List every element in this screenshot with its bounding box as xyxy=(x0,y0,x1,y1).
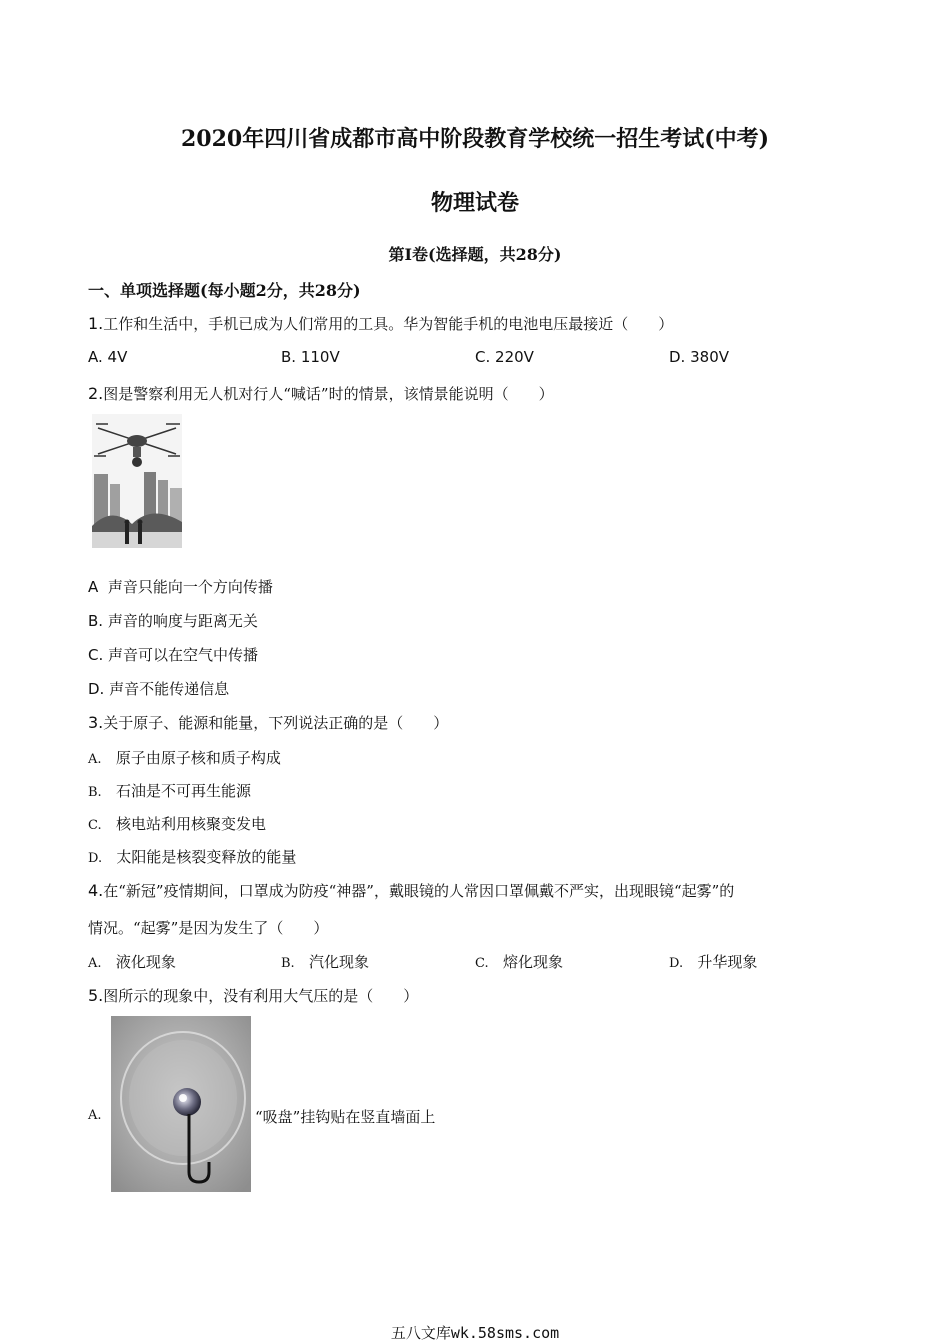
question-1 xyxy=(88,313,673,334)
drone-illustration xyxy=(92,414,182,548)
q1-option-b: B. 110V xyxy=(281,348,340,366)
question-text: 工作和生活中，手机已成为人们常用的工具。华为智能手机的电池电压最接近（ ） xyxy=(103,315,674,333)
question-text: 关于原子、能源和能量，下列说法正确的是（ ） xyxy=(103,714,449,732)
section-heading: 一、单项选择题(每小题2分，共28分) xyxy=(88,281,361,300)
q1-option-a: A. 4V xyxy=(88,348,128,366)
question-number: 1. xyxy=(88,314,104,333)
q3-option-a: A. 原子由原子核和质子构成 xyxy=(88,749,281,767)
q2-option-a: A 声音只能向一个方向传播 xyxy=(88,578,273,596)
q4-option-b: B. 汽化现象 xyxy=(281,953,370,971)
suction-cup-photo xyxy=(111,1016,251,1192)
q5-option-a-letter: A. xyxy=(88,1108,102,1123)
question-5 xyxy=(88,985,418,1006)
question-text: 图所示的现象中，没有利用大气压的是（ ） xyxy=(103,987,419,1005)
question-text: 图是警察利用无人机对行人“喊话”时的情景，该情景能说明（ ） xyxy=(103,385,554,403)
question-text-line-1: 在“新冠”疫情期间，口罩成为防疫“神器”，戴眼镜的人常因口罩佩戴不严实，出现眼镜“起雾”的 xyxy=(103,882,735,900)
q4-option-c: C. 熔化现象 xyxy=(475,953,563,971)
suction-hook-illustration xyxy=(111,1016,251,1192)
question-3 xyxy=(88,712,448,733)
q2-option-b: B. 声音的响度与距离无关 xyxy=(88,612,258,630)
q3-option-c: C. 核电站利用核聚变发电 xyxy=(88,815,266,833)
q5-option-a-text: “吸盘”挂钩贴在竖直墙面上 xyxy=(255,1108,436,1126)
question-4-line-2: 情况。“起雾”是因为发生了（ ） xyxy=(88,919,329,937)
q3-option-b: B. 石油是不可再生能源 xyxy=(88,782,252,800)
question-number: 2. xyxy=(88,384,104,403)
exam-subtitle: 物理试卷 xyxy=(430,190,519,216)
question-2 xyxy=(88,383,554,404)
question-number: 4. xyxy=(88,881,104,900)
question-number: 5. xyxy=(88,986,104,1005)
q1-option-c: C. 220V xyxy=(475,348,534,366)
question-4 xyxy=(88,880,734,901)
volume-heading: 第Ⅰ卷(选择题，共28分) xyxy=(388,245,562,264)
q1-option-d: D. 380V xyxy=(669,348,730,366)
footer-watermark: 五八文库wk.58sms.com xyxy=(390,1324,560,1342)
q2-option-c: C. 声音可以在空气中传播 xyxy=(88,646,259,664)
drone-photo xyxy=(92,414,182,548)
exam-title: 2020年四川省成都市高中阶段教育学校统一招生考试(中考) xyxy=(180,126,770,152)
question-number: 3. xyxy=(88,713,104,732)
q2-option-d: D. 声音不能传递信息 xyxy=(88,680,230,698)
q4-option-a: A. 液化现象 xyxy=(88,953,176,971)
q4-option-d: D. 升华现象 xyxy=(669,953,758,971)
q3-option-d: D. 太阳能是核裂变释放的能量 xyxy=(88,848,297,866)
